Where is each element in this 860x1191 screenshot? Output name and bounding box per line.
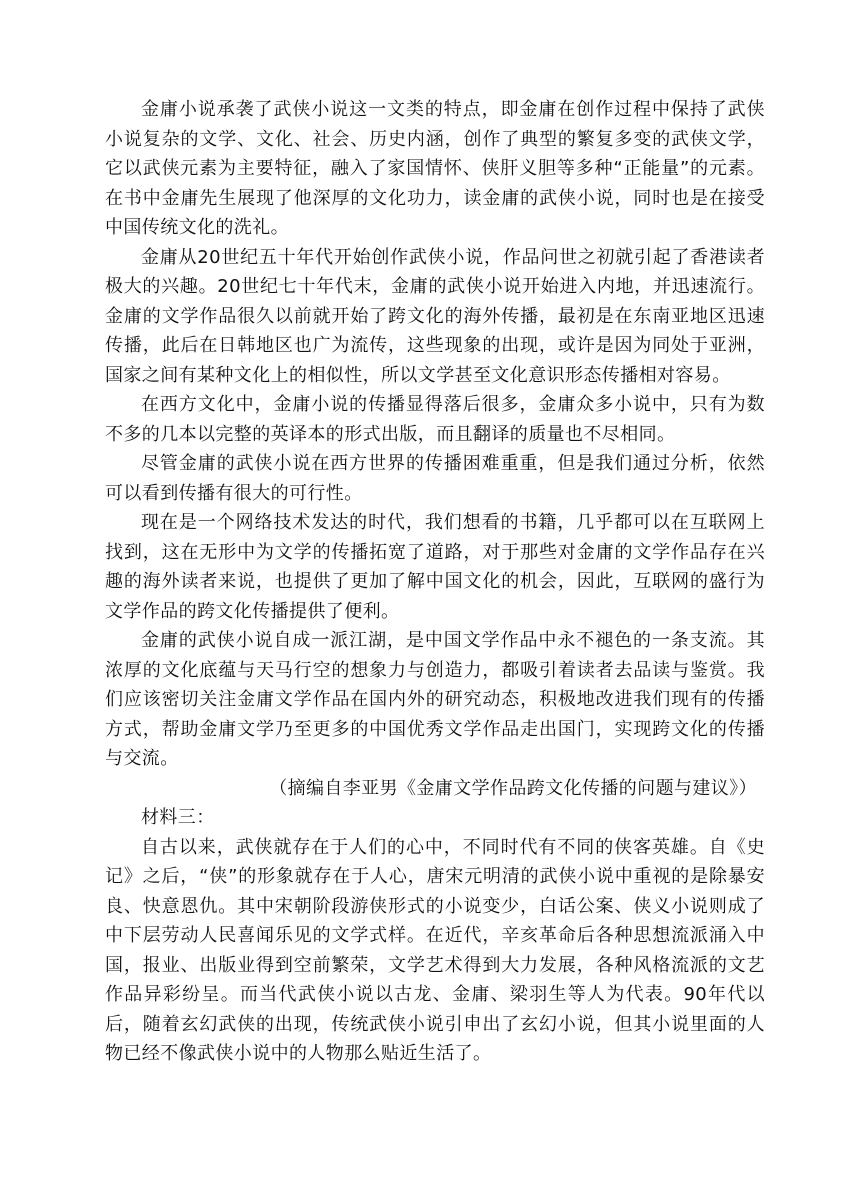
document-body [105, 95, 765, 1069]
paragraph-jinyong-wuxia-traits: 金庸小说承袭了武侠小说这一文类的特点，即金庸在创作过程中保持了武侠小说复杂的文学、文化、社会、历史内涵，创作了典型的繁复多变的武侠文学，它以武侠元素为主要特征，融入了家国情怀、侠肝义胆等多种“正能量”的元素。在书中金庸先生展现了他深厚的文化功力，读金庸的武侠小说，同时也是在接受中国传统文化的洗礼。 [105, 99, 765, 238]
paragraph-spread-in-asia: 金庸从20世纪五十年代开始创作武侠小说，作品问世之初就引起了香港读者极大的兴趣。20世纪七十年代末，金庸的武侠小说开始进入内地，并迅速流行。金庸的文学作品很久以前就开始了跨文化的海外传播，最初是在东南亚地区迅速传播，此后在日韩地区也广为流传，这些现象的出现，或许是因为同处于亚洲，国家之间有某种文化上的相似性，所以文学甚至文化意识形态传播相对容易。 [105, 246, 765, 386]
paragraph-conclusion: 金庸的武侠小说自成一派江湖，是中国文学作品中永不褪色的一条支流。其浓厚的文化底蕴与天马行空的想象力与创造力，都吸引着读者去品读与鉴赏。我们应该密切关注金庸文学作品在国内外的研究动态，积极地改进我们现有的传播方式，帮助金庸文学乃至更多的中国优秀文学作品走出国门，实现跨文化的传播与交流。 [105, 630, 765, 769]
paragraph-western-spread: 在西方文化中，金庸小说的传播显得落后很多，金庸众多小说中，只有为数不多的几本以完整的英译本的形式出版，而且翻译的质量也不尽相同。 [105, 394, 765, 445]
material-three-heading: 材料三： [141, 807, 215, 828]
source-attribution: （摘编自李亚男《金庸文学作品跨文化传播的问题与建议》） [269, 777, 757, 799]
paragraph-internet-era: 现在是一个网络技术发达的时代，我们想看的书籍，几乎都可以在互联网上找到，这在无形中为文学的传播拓宽了道路，对于那些对金庸的文学作品存在兴趣的海外读者来说，也提供了更加了解中国文化的机会，因此，互联网的盛行为文学作品的跨文化传播提供了便利。 [105, 512, 765, 622]
paragraph-material-three: 自古以来，武侠就存在于人们的心中，不同时代有不同的侠客英雄。自《史记》之后，“侠”的形象就存在于人心，唐宋元明清的武侠小说中重视的是除暴安良、快意恩仇。其中宋朝阶段游侠形式的小说变少，白话公案、侠义小说则成了中下层劳动人民喜闻乐见的文学式样。在近代，辛亥革命后各种思想流派涌入中国，报业、出版业得到空前繁荣，文学艺术得到大力发展，各种风格流派的文艺作品异彩纷呈。而当代武侠小说以古龙、金庸、梁羽生等人为代表。90年代以后，随着玄幻武侠的出现，传统武侠小说引申出了玄幻小说，但其小说里面的人物已经不像武侠小说中的人物那么贴近生活了。 [105, 836, 765, 1064]
paragraph-feasibility: 尽管金庸的武侠小说在西方世界的传播困难重重，但是我们通过分析，依然可以看到传播有很大的可行性。 [105, 453, 765, 504]
